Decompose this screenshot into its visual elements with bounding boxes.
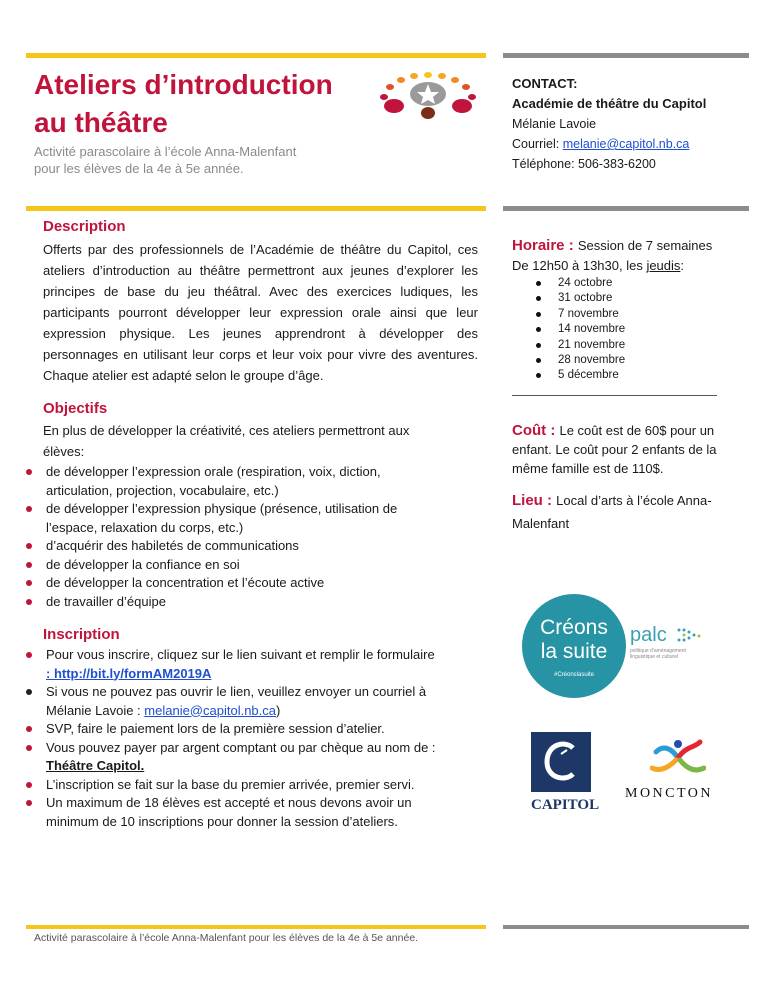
contact-name: Mélanie Lavoie	[512, 117, 597, 131]
list-item: SVP, faire le paiement lors de la première session d’atelier.	[0, 720, 440, 739]
page-title	[34, 66, 384, 142]
date-item: 14 novembre	[512, 322, 742, 337]
list-item: Un maximum de 18 élèves est accepté et nous devons avoir un minimum de 10 inscriptions pour donner la session d’ateliers.	[0, 794, 440, 831]
subtitle-line-2: pour les élèves de la 4e à 5e année.	[34, 161, 244, 176]
subtitle	[34, 143, 354, 177]
horaire-line1: Session de 7 semaines	[577, 238, 713, 253]
footer-text: Activité parascolaire à l’école Anna-Malenfant pour les élèves de la 4e à 5e année.	[34, 932, 419, 944]
bottom-yellow-rule	[26, 925, 486, 929]
palc-logo: palc politique d’aménagement linguistique et culturel	[630, 624, 686, 660]
cout-block	[512, 421, 747, 478]
objectifs-list	[0, 463, 440, 611]
list-item: de développer l’expression physique (présence, utilisation de l’espace, relaxation du corps, etc.)	[0, 500, 440, 537]
horaire-day: jeudis	[646, 258, 681, 273]
palc-arrow-icon	[676, 627, 702, 645]
capitol-logo: CAPITOL	[531, 732, 591, 816]
contact-heading: CONTACT:	[512, 76, 578, 91]
lieu-text: Local d’arts à l’école Anna-Malenfant	[512, 493, 712, 531]
description-text: Offerts par des professionnels de l’Académie de théâtre du Capitol, ces ateliers d’introduction au théâtre permettront aux jeunes d’explorer les principes de base du jeu théâtral. Avec des exercices ludiques, les participants pourront développer leur expression orale ainsi que leur expression physique. Les jeunes apprendront à développer des personnages en utilisant leur corps et leur voix pour vivre des aventures. Chaque atelier est adapté selon le groupe d’âge.	[43, 242, 478, 383]
date-item: 28 novembre	[512, 353, 742, 368]
list-item: de développer la confiance en soi	[0, 556, 440, 575]
list-item: de développer l’expression orale (respiration, voix, diction, articulation, projection, vocabulaire, etc.)	[0, 463, 440, 500]
horaire-block: Horaire : Session de 7 semaines De 12h50 à 13h30, les jeudis:	[512, 237, 713, 273]
cout-text: Le coût est de 60$ pour un enfant. Le coût pour 2 enfants de la même famille est de 110$.	[512, 423, 717, 476]
list-item: d’acquérir des habiletés de communications	[0, 537, 440, 556]
contact-phone: Téléphone: 506-383-6200	[512, 157, 656, 171]
top-gray-rule	[503, 53, 749, 58]
date-item: 21 novembre	[512, 338, 742, 353]
description-heading: Description	[43, 218, 126, 235]
inscription-heading: Inscription	[43, 626, 120, 643]
creons-la-suite-logo: Créons la suite #Créonslasuite	[522, 594, 626, 698]
date-item: 24 octobre	[512, 276, 742, 291]
top-yellow-rule	[26, 53, 486, 58]
moncton-wordmark: MONCTON	[625, 786, 714, 801]
inscription-email-link[interactable]: melanie@capitol.nb.ca	[144, 702, 276, 718]
dates-list	[512, 276, 742, 384]
section-gray-rule	[503, 206, 749, 211]
list-item: Vous pouvez payer par argent comptant ou par chèque au nom de : Théâtre Capitol.	[0, 739, 440, 776]
objectifs-intro: En plus de développer la créativité, ces ateliers permettront aux élèves:	[43, 423, 410, 459]
date-item: 7 novembre	[512, 307, 742, 322]
capitol-emblem-icon	[531, 732, 591, 792]
bottom-gray-rule	[503, 925, 749, 929]
contact-block	[512, 74, 752, 174]
form-link[interactable]: : http://bit.ly/formAM2019A	[46, 665, 212, 681]
cout-label: Coût :	[512, 422, 560, 439]
side-column	[512, 236, 742, 384]
title-line-1: Ateliers d’introduction	[34, 69, 333, 100]
contact-org: Académie de théâtre du Capitol	[512, 96, 707, 111]
contact-email-label: Courriel:	[512, 137, 563, 151]
contact-email-line	[512, 134, 752, 154]
horaire-label: Horaire :	[512, 237, 578, 254]
payee-name: Théâtre Capitol.	[46, 758, 145, 773]
lieu-block	[512, 489, 712, 535]
date-item: 31 octobre	[512, 291, 742, 306]
list-item: de développer la concentration et l’écoute active	[0, 574, 440, 593]
section-yellow-rule	[26, 206, 486, 211]
date-item: 5 décembre	[512, 368, 742, 383]
horaire-divider	[512, 395, 717, 396]
lieu-label: Lieu :	[512, 492, 557, 509]
subtitle-line-1: Activité parascolaire à l’école Anna-Malenfant	[34, 144, 297, 159]
list-item: de travailler d’équipe	[0, 593, 440, 612]
main-column	[43, 216, 478, 831]
list-item: Si vous ne pouvez pas ouvrir le lien, veuillez envoyer un courriel à Mélanie Lavoie : melanie@capitol.nb.ca)	[0, 683, 440, 720]
theatre-star-logo	[376, 70, 480, 122]
objectifs-heading: Objectifs	[43, 400, 108, 417]
title-line-2: au théâtre	[34, 107, 168, 138]
moncton-figures-icon	[650, 738, 706, 782]
inscription-list	[0, 646, 440, 831]
list-item: Pour vous inscrire, cliquez sur le lien suivant et remplir le formulaire : http://bit.ly/formAM2019A	[0, 646, 440, 683]
list-item: L’inscription se fait sur la base du premier arrivée, premier servi.	[0, 776, 440, 795]
contact-email-link[interactable]: melanie@capitol.nb.ca	[562, 137, 690, 151]
